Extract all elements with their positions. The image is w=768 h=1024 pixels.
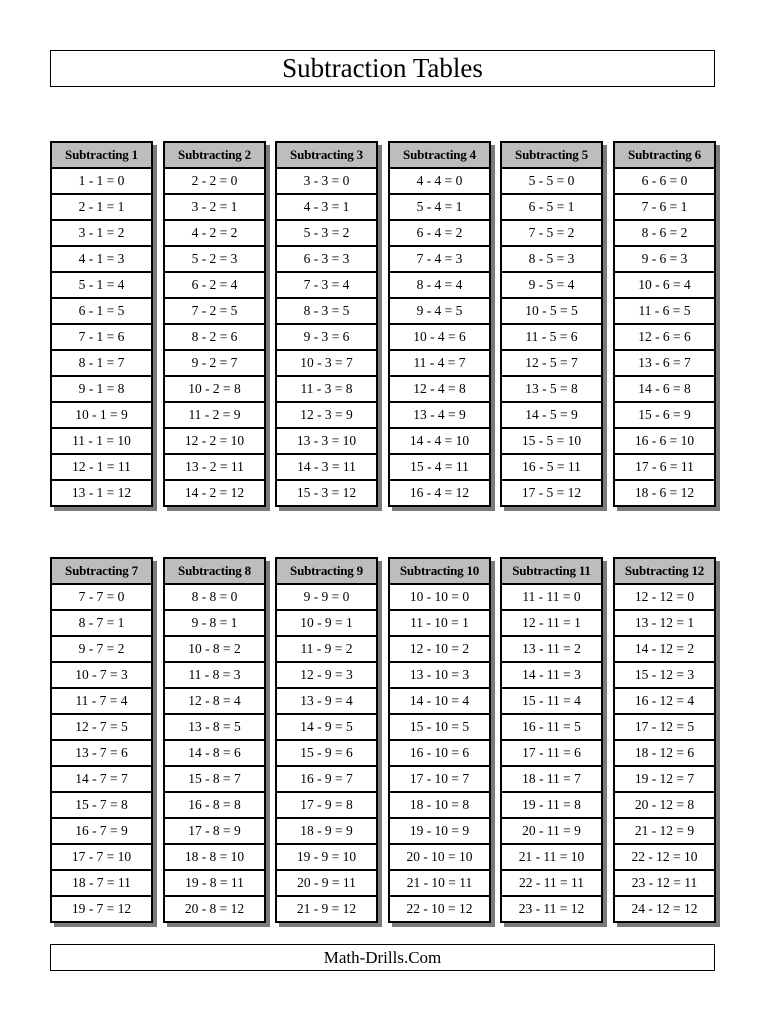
table-row: 10 - 7 = 3 (52, 663, 151, 689)
table-row: 14 - 3 = 11 (277, 455, 376, 481)
table-row: 21 - 11 = 10 (502, 845, 601, 871)
table-row: 16 - 9 = 7 (277, 767, 376, 793)
table-row: 19 - 8 = 11 (165, 871, 264, 897)
table-row: 12 - 9 = 3 (277, 663, 376, 689)
table-row: 18 - 7 = 11 (52, 871, 151, 897)
table-row: 6 - 6 = 0 (615, 169, 714, 195)
table-row: 8 - 7 = 1 (52, 611, 151, 637)
table-header: Subtracting 4 (390, 143, 489, 169)
table-row: 12 - 10 = 2 (390, 637, 489, 663)
table-row: 15 - 3 = 12 (296, 485, 357, 500)
table-header: Subtracting 8 (165, 559, 264, 585)
table-row: 13 - 12 = 1 (615, 611, 714, 637)
table-row: 18 - 11 = 7 (502, 767, 601, 793)
table-row: 18 - 12 = 6 (615, 741, 714, 767)
table-row: 8 - 2 = 6 (165, 325, 264, 351)
table-row: 20 - 12 = 8 (615, 793, 714, 819)
table-row: 16 - 5 = 11 (502, 455, 601, 481)
subtraction-table (50, 557, 153, 923)
table-row: 7 - 1 = 6 (52, 325, 151, 351)
table-row: 8 - 3 = 5 (277, 299, 376, 325)
table-header: Subtracting 5 (502, 143, 601, 169)
table-row: 6 - 1 = 5 (52, 299, 151, 325)
table-row: 13 - 10 = 3 (390, 663, 489, 689)
table-row: 6 - 5 = 1 (502, 195, 601, 221)
table-header: Subtracting 7 (52, 559, 151, 585)
table-row: 11 - 10 = 1 (390, 611, 489, 637)
table-header: Subtracting 10 (390, 559, 489, 585)
subtraction-table (275, 557, 378, 923)
table-row: 16 - 10 = 6 (390, 741, 489, 767)
table-row: 13 - 5 = 8 (502, 377, 601, 403)
table-row: 13 - 6 = 7 (615, 351, 714, 377)
table-header: Subtracting 3 (277, 143, 376, 169)
subtraction-table (388, 141, 491, 507)
table-row: 9 - 7 = 2 (52, 637, 151, 663)
table-row: 4 - 1 = 3 (52, 247, 151, 273)
table-row: 3 - 2 = 1 (165, 195, 264, 221)
table-row: 13 - 9 = 4 (277, 689, 376, 715)
table-row: 12 - 4 = 8 (390, 377, 489, 403)
table-row: 12 - 11 = 1 (502, 611, 601, 637)
table-row: 14 - 10 = 4 (390, 689, 489, 715)
subtraction-table (500, 557, 603, 923)
table-row: 19 - 7 = 12 (71, 901, 132, 916)
table-row: 9 - 9 = 0 (277, 585, 376, 611)
table-row: 10 - 6 = 4 (615, 273, 714, 299)
table-row: 10 - 2 = 8 (165, 377, 264, 403)
table-row: 17 - 7 = 10 (52, 845, 151, 871)
table-row: 10 - 4 = 6 (390, 325, 489, 351)
table-row: 11 - 5 = 6 (502, 325, 601, 351)
table-row: 5 - 2 = 3 (165, 247, 264, 273)
table-row: 18 - 9 = 9 (277, 819, 376, 845)
table-row: 12 - 1 = 11 (52, 455, 151, 481)
table-row: 19 - 9 = 10 (277, 845, 376, 871)
table-row: 11 - 9 = 2 (277, 637, 376, 663)
table-row: 4 - 2 = 2 (165, 221, 264, 247)
table-row: 20 - 11 = 9 (502, 819, 601, 845)
table-row: 2 - 2 = 0 (165, 169, 264, 195)
table-row: 13 - 1 = 12 (71, 485, 132, 500)
table-row: 14 - 6 = 8 (615, 377, 714, 403)
table-row: 19 - 12 = 7 (615, 767, 714, 793)
table-row: 17 - 9 = 8 (277, 793, 376, 819)
table-row: 11 - 11 = 0 (502, 585, 601, 611)
table-row: 7 - 4 = 3 (390, 247, 489, 273)
table-row: 9 - 2 = 7 (165, 351, 264, 377)
table-row: 9 - 5 = 4 (502, 273, 601, 299)
table-row: 21 - 9 = 12 (296, 901, 357, 916)
table-row: 5 - 1 = 4 (52, 273, 151, 299)
table-row: 5 - 3 = 2 (277, 221, 376, 247)
table-row: 3 - 3 = 0 (277, 169, 376, 195)
table-row: 14 - 12 = 2 (615, 637, 714, 663)
table-row: 23 - 11 = 12 (518, 901, 585, 916)
table-row: 21 - 10 = 11 (390, 871, 489, 897)
footer-credit: Math-Drills.Com (50, 944, 715, 971)
table-row: 14 - 2 = 12 (184, 485, 245, 500)
table-header: Subtracting 9 (277, 559, 376, 585)
table-row: 12 - 5 = 7 (502, 351, 601, 377)
table-row: 14 - 11 = 3 (502, 663, 601, 689)
table-row: 7 - 3 = 4 (277, 273, 376, 299)
table-row: 12 - 8 = 4 (165, 689, 264, 715)
table-row: 14 - 8 = 6 (165, 741, 264, 767)
table-row: 17 - 10 = 7 (390, 767, 489, 793)
table-row: 15 - 9 = 6 (277, 741, 376, 767)
table-row: 2 - 1 = 1 (52, 195, 151, 221)
table-row: 4 - 3 = 1 (277, 195, 376, 221)
table-row: 20 - 8 = 12 (184, 901, 245, 916)
table-row: 10 - 5 = 5 (502, 299, 601, 325)
table-row: 18 - 8 = 10 (165, 845, 264, 871)
table-row: 5 - 5 = 0 (502, 169, 601, 195)
table-row: 13 - 7 = 6 (52, 741, 151, 767)
table-row: 14 - 9 = 5 (277, 715, 376, 741)
page-title: Subtraction Tables (50, 50, 715, 87)
table-row: 6 - 4 = 2 (390, 221, 489, 247)
table-row: 23 - 12 = 11 (615, 871, 714, 897)
table-row: 7 - 7 = 0 (52, 585, 151, 611)
table-row: 15 - 6 = 9 (615, 403, 714, 429)
table-row: 18 - 10 = 8 (390, 793, 489, 819)
table-row: 5 - 4 = 1 (390, 195, 489, 221)
table-row: 16 - 4 = 12 (409, 485, 470, 500)
table-row: 17 - 6 = 11 (615, 455, 714, 481)
table-row: 12 - 6 = 6 (615, 325, 714, 351)
table-row: 11 - 3 = 8 (277, 377, 376, 403)
table-row: 12 - 2 = 10 (165, 429, 264, 455)
table-row: 22 - 12 = 10 (615, 845, 714, 871)
table-row: 6 - 3 = 3 (277, 247, 376, 273)
table-row: 18 - 6 = 12 (634, 485, 695, 500)
table-row: 10 - 8 = 2 (165, 637, 264, 663)
table-row: 20 - 9 = 11 (277, 871, 376, 897)
table-row: 13 - 8 = 5 (165, 715, 264, 741)
table-row: 8 - 1 = 7 (52, 351, 151, 377)
table-row: 20 - 10 = 10 (390, 845, 489, 871)
table-row: 14 - 4 = 10 (390, 429, 489, 455)
table-row: 13 - 4 = 9 (390, 403, 489, 429)
table-row: 9 - 1 = 8 (52, 377, 151, 403)
table-row: 11 - 7 = 4 (52, 689, 151, 715)
table-row: 7 - 2 = 5 (165, 299, 264, 325)
table-row: 6 - 2 = 4 (165, 273, 264, 299)
subtraction-table (388, 557, 491, 923)
subtraction-table (275, 141, 378, 507)
table-row: 24 - 12 = 12 (631, 901, 698, 916)
table-row: 7 - 5 = 2 (502, 221, 601, 247)
table-row: 22 - 10 = 12 (406, 901, 473, 916)
table-row: 10 - 3 = 7 (277, 351, 376, 377)
table-row: 11 - 4 = 7 (390, 351, 489, 377)
table-header: Subtracting 6 (615, 143, 714, 169)
table-row: 12 - 3 = 9 (277, 403, 376, 429)
table-row: 15 - 7 = 8 (52, 793, 151, 819)
table-row: 17 - 11 = 6 (502, 741, 601, 767)
table-row: 4 - 4 = 0 (390, 169, 489, 195)
table-row: 16 - 8 = 8 (165, 793, 264, 819)
table-row: 16 - 12 = 4 (615, 689, 714, 715)
table-header: Subtracting 2 (165, 143, 264, 169)
table-row: 11 - 2 = 9 (165, 403, 264, 429)
table-row: 12 - 12 = 0 (615, 585, 714, 611)
table-row: 15 - 8 = 7 (165, 767, 264, 793)
subtraction-table (500, 141, 603, 507)
subtraction-table (50, 141, 153, 507)
table-row: 17 - 12 = 5 (615, 715, 714, 741)
table-row: 16 - 7 = 9 (52, 819, 151, 845)
subtraction-table (613, 141, 716, 507)
table-row: 16 - 6 = 10 (615, 429, 714, 455)
table-row: 15 - 12 = 3 (615, 663, 714, 689)
table-row: 10 - 10 = 0 (390, 585, 489, 611)
table-row: 9 - 6 = 3 (615, 247, 714, 273)
table-row: 8 - 5 = 3 (502, 247, 601, 273)
table-row: 17 - 5 = 12 (521, 485, 582, 500)
table-header: Subtracting 1 (52, 143, 151, 169)
table-row: 15 - 5 = 10 (502, 429, 601, 455)
table-row: 16 - 11 = 5 (502, 715, 601, 741)
table-row: 13 - 2 = 11 (165, 455, 264, 481)
table-row: 10 - 1 = 9 (52, 403, 151, 429)
table-header: Subtracting 11 (502, 559, 601, 585)
table-row: 19 - 11 = 8 (502, 793, 601, 819)
table-row: 21 - 12 = 9 (615, 819, 714, 845)
table-row: 9 - 8 = 1 (165, 611, 264, 637)
table-row: 8 - 6 = 2 (615, 221, 714, 247)
table-row: 1 - 1 = 0 (52, 169, 151, 195)
table-row: 8 - 4 = 4 (390, 273, 489, 299)
table-row: 10 - 9 = 1 (277, 611, 376, 637)
table-row: 15 - 4 = 11 (390, 455, 489, 481)
table-row: 7 - 6 = 1 (615, 195, 714, 221)
table-row: 15 - 11 = 4 (502, 689, 601, 715)
table-row: 12 - 7 = 5 (52, 715, 151, 741)
table-row: 9 - 3 = 6 (277, 325, 376, 351)
table-row: 19 - 10 = 9 (390, 819, 489, 845)
subtraction-table (163, 141, 266, 507)
subtraction-table (613, 557, 716, 923)
table-row: 15 - 10 = 5 (390, 715, 489, 741)
table-row: 13 - 11 = 2 (502, 637, 601, 663)
table-header: Subtracting 12 (615, 559, 714, 585)
table-row: 9 - 4 = 5 (390, 299, 489, 325)
table-row: 3 - 1 = 2 (52, 221, 151, 247)
table-row: 8 - 8 = 0 (165, 585, 264, 611)
table-row: 11 - 8 = 3 (165, 663, 264, 689)
table-row: 17 - 8 = 9 (165, 819, 264, 845)
table-row: 13 - 3 = 10 (277, 429, 376, 455)
table-row: 14 - 7 = 7 (52, 767, 151, 793)
table-row: 11 - 6 = 5 (615, 299, 714, 325)
table-row: 11 - 1 = 10 (52, 429, 151, 455)
table-row: 14 - 5 = 9 (502, 403, 601, 429)
subtraction-table (163, 557, 266, 923)
table-row: 22 - 11 = 11 (502, 871, 601, 897)
